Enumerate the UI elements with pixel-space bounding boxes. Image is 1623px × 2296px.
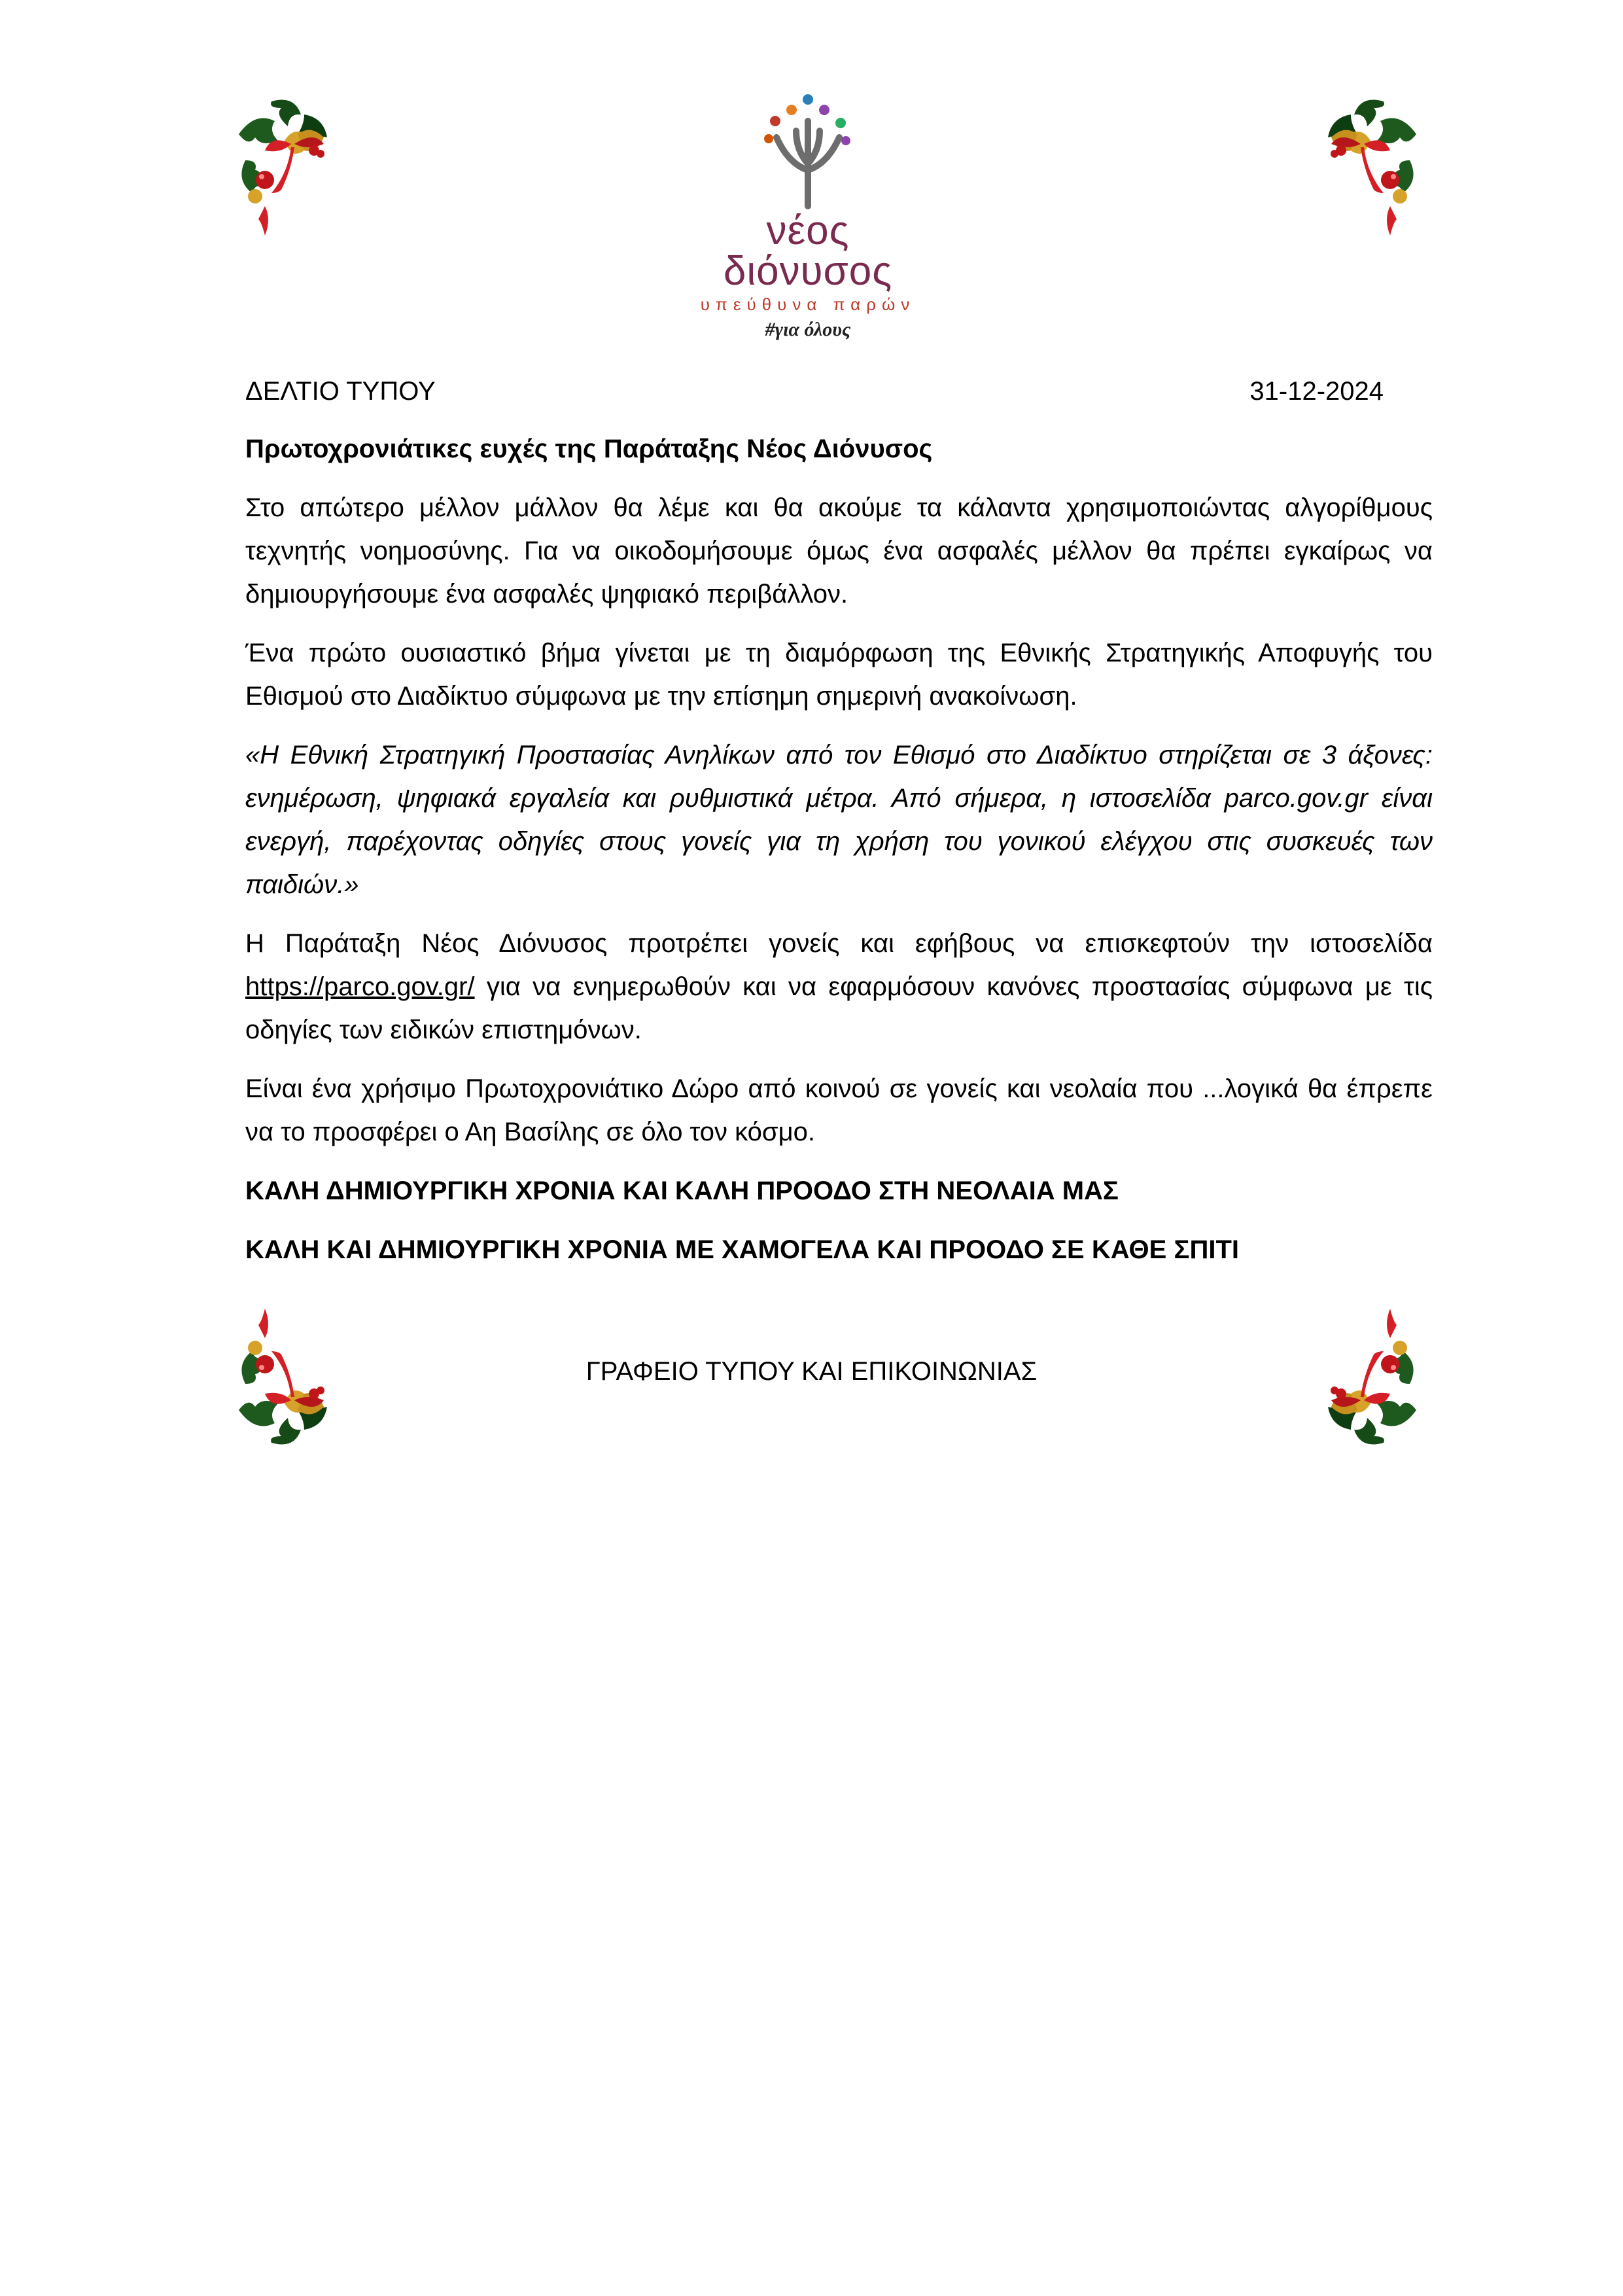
holly-bells-icon-svg bbox=[226, 88, 383, 245]
party-logo bbox=[690, 85, 926, 347]
logo-hashtag: #για όλους bbox=[765, 319, 851, 340]
holly-bells-icon bbox=[1272, 88, 1429, 245]
link-paragraph-before: Η Παράταξη Νέος Διόνυσος προτρέπει γονείς και εφήβους να επισκεφτούν την ιστοσελίδα bbox=[245, 929, 1433, 958]
holly-bells-icon bbox=[226, 88, 383, 245]
signature: ΓΡΑΦΕΙΟ ΤΥΠΟΥ ΚΑΙ ΕΠΙΚΟΙΝΩΝΙΑΣ bbox=[585, 1357, 1038, 1386]
doc-type-label: ΔΕΛΤΙΟ ΤΥΠΟΥ bbox=[245, 377, 436, 406]
header-row bbox=[245, 370, 1384, 413]
wish-line-2: ΚΑΛΗ ΚΑΙ ΔΗΜΙΟΥΡΓΙΚΗ ΧΡΟΝΙΑ ΜΕ ΧΑΜΟΓΕΛΑ ΚΑΙ ΠΡΟΟΔΟ ΣΕ ΚΑΘΕ ΣΠΙΤΙ bbox=[245, 1235, 1240, 1264]
link-paragraph-after: για να ενημερωθούν και να εφαρμόσουν κανόνες προστασίας σύμφωνα με τις οδηγίες των ειδικών επιστημόνων. bbox=[245, 972, 1433, 1044]
link-paragraph bbox=[245, 922, 1433, 1051]
paragraph-1: Στο απώτερο μέλλον μάλλον θα λέμε και θα ακούμε τα κάλαντα χρησιμοποιώντας αλγορίθμους τεχνητής νοημοσύνης. Για να οικοδομήσουμε όμως ένα ασφαλές μέλλον θα πρέπει εγκαίρως να δημιουργήσουμε ένα ασφαλές ψηφιακό περιβάλλον. bbox=[245, 493, 1433, 609]
paragraph-2: Ένα πρώτο ουσιαστικό βήμα γίνεται με τη διαμόρφωση της Εθνικής Στρατηγικής Αποφυγής του Εθισμού στο Διαδίκτυο σύμφωνα με την επίσημη σημερινή ανακοίνωση. bbox=[245, 639, 1433, 711]
wish-line-1: ΚΑΛΗ ΔΗΜΙΟΥΡΓΙΚΗ ΧΡΟΝΙΑ ΚΑΙ ΚΑΛΗ ΠΡΟΟΔΟ ΣΤΗ ΝΕΟΛΑΙΑ ΜΑΣ bbox=[245, 1176, 1119, 1205]
date-label: 31-12-2024 bbox=[1249, 377, 1384, 406]
logo-name: νέος διόνυσος bbox=[723, 208, 893, 294]
press-release-title: Πρωτοχρονιάτικες ευχές της Παράταξης Νέος Διόνυσος bbox=[245, 434, 933, 463]
tree-logo-icon bbox=[736, 85, 880, 209]
logo-tagline: υπεύθυνα παρών bbox=[700, 294, 916, 314]
holly-bells-icon-svg bbox=[1272, 88, 1429, 245]
closing-paragraph: Είναι ένα χρήσιμο Πρωτοχρονιάτικο Δώρο από κοινού σε γονείς και νεολαία που ...λογικά θα έπρεπε να το προσφέρει ο Αη Βασίλης σε όλο τον κόσμο. bbox=[245, 1074, 1433, 1146]
press-release-body bbox=[245, 370, 1433, 1287]
parco-link[interactable]: https://parco.gov.gr/ bbox=[245, 972, 475, 1001]
quote-paragraph: «Η Εθνική Στρατηγική Προστασίας Ανηλίκων από τον Εθισμό στο Διαδίκτυο στηρίζεται σε 3 άξονες: ενημέρωση, ψηφιακά εργαλεία και ρυθμιστικά μέτρα. Από σήμερα, η ιστοσελίδα parco.gov.gr είναι ενεργή, παρέχοντας οδηγίες στους γονείς για τη χρήση του γονικού ελέγχου στις συσκευές των παιδιών.» bbox=[245, 741, 1433, 899]
